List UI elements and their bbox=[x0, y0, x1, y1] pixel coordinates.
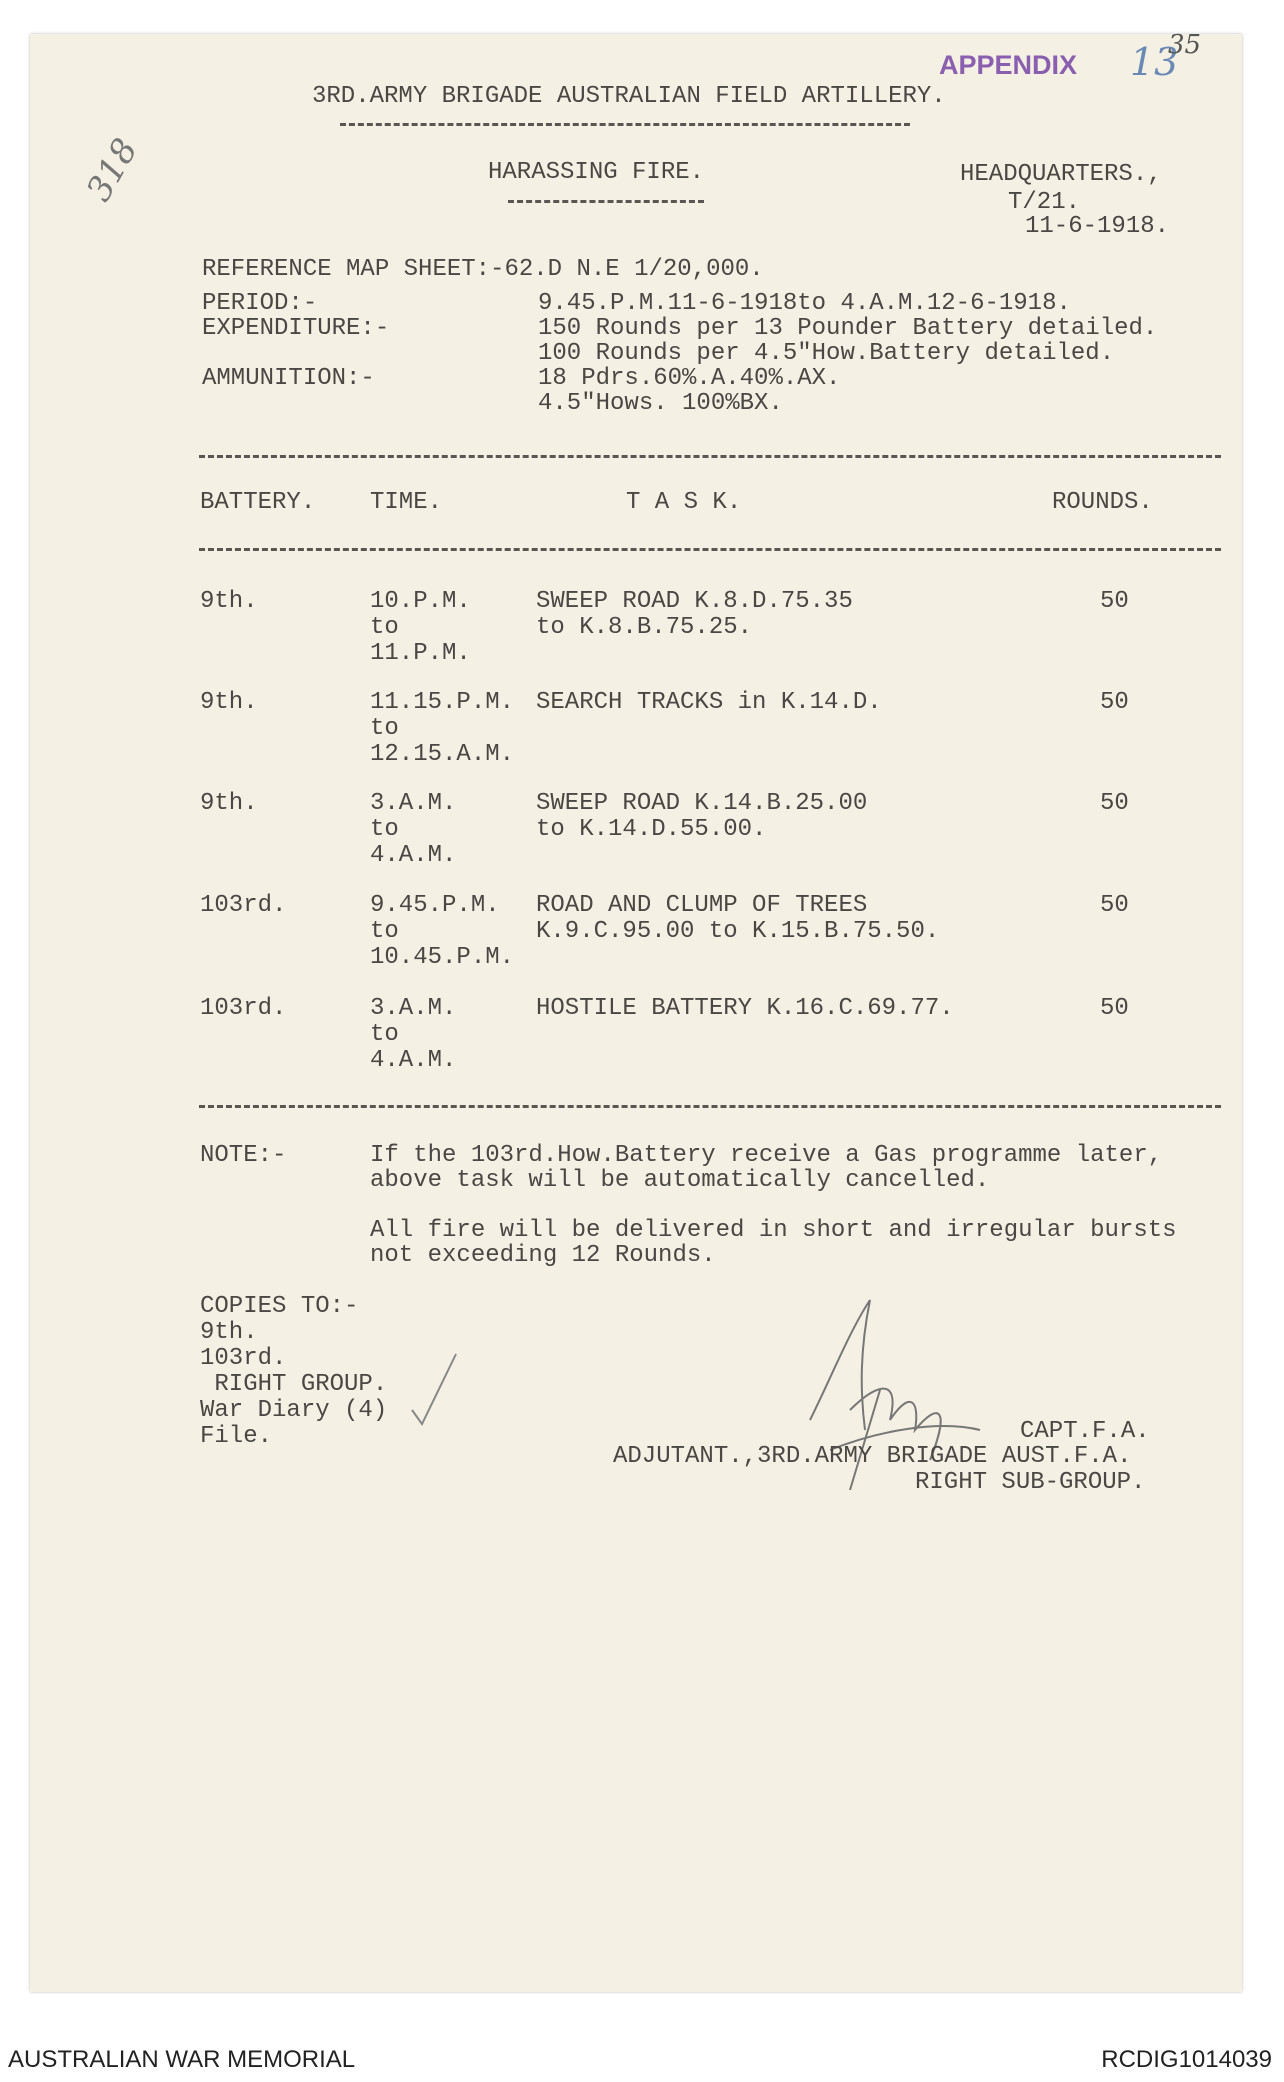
rounds-cell: 50 bbox=[1100, 588, 1129, 615]
appendix-stamp: APPENDIX bbox=[939, 50, 1078, 80]
time-cell: to bbox=[370, 918, 399, 945]
header-time: TIME. bbox=[370, 489, 443, 516]
period-value: 9.45.P.M.11-6-1918to 4.A.M.12-6-1918. bbox=[538, 290, 1071, 317]
task-cell: SWEEP ROAD K.8.D.75.35 bbox=[536, 588, 853, 615]
divider bbox=[199, 455, 1221, 458]
copy-recipient: War Diary (4) bbox=[200, 1397, 388, 1424]
rounds-cell: 50 bbox=[1100, 689, 1129, 716]
footer-archive: AUSTRALIAN WAR MEMORIAL bbox=[8, 2046, 356, 2073]
expenditure-line: 150 Rounds per 13 Pounder Battery detailed. bbox=[538, 315, 1158, 342]
reference-number: T/21. bbox=[1008, 189, 1081, 216]
copy-recipient: File. bbox=[200, 1423, 273, 1450]
signatory-unit: RIGHT SUB-GROUP. bbox=[915, 1469, 1146, 1496]
check-mark-icon bbox=[410, 1350, 460, 1430]
title-underline bbox=[340, 123, 910, 126]
note-text: All fire will be delivered in short and irregular bursts bbox=[370, 1217, 1177, 1244]
header-task: T A S K. bbox=[626, 489, 742, 516]
rounds-cell: 50 bbox=[1100, 892, 1129, 919]
battery-cell: 9th. bbox=[200, 790, 258, 817]
signatory-role: ADJUTANT.,3RD.ARMY BRIGADE AUST.F.A. bbox=[613, 1443, 1132, 1470]
battery-cell: 103rd. bbox=[200, 892, 287, 919]
footer-reference: RCDIG1014039 bbox=[1101, 2046, 1272, 2073]
document-date: 11-6-1918. bbox=[1025, 213, 1170, 240]
headquarters: HEADQUARTERS., bbox=[960, 161, 1162, 188]
time-cell: to bbox=[370, 715, 399, 742]
time-cell: 4.A.M. bbox=[370, 842, 457, 869]
ammunition-line: 4.5"Hows. 100%BX. bbox=[538, 390, 783, 417]
appendix-number: 13 bbox=[1130, 40, 1179, 84]
header-battery: BATTERY. bbox=[200, 489, 316, 516]
time-cell: to bbox=[370, 614, 399, 641]
header-rounds: ROUNDS. bbox=[1052, 489, 1153, 516]
ammunition-line: 18 Pdrs.60%.A.40%.AX. bbox=[538, 365, 841, 392]
time-cell: 10.P.M. bbox=[370, 588, 471, 615]
task-cell: SEARCH TRACKS in K.14.D. bbox=[536, 689, 882, 716]
time-cell: 10.45.P.M. bbox=[370, 944, 515, 971]
divider bbox=[199, 548, 1221, 551]
note-label: NOTE:- bbox=[200, 1142, 287, 1169]
expenditure-label: EXPENDITURE:- bbox=[202, 315, 390, 342]
subject: HARASSING FIRE. bbox=[488, 159, 705, 186]
note-text: If the 103rd.How.Battery receive a Gas programme later, bbox=[370, 1142, 1163, 1169]
rounds-cell: 50 bbox=[1100, 790, 1129, 817]
time-cell: 11.P.M. bbox=[370, 640, 471, 667]
task-cell: K.9.C.95.00 to K.15.B.75.50. bbox=[536, 918, 940, 945]
subject-underline bbox=[508, 200, 704, 203]
time-cell: 12.15.A.M. bbox=[370, 741, 515, 768]
time-cell: 9.45.P.M. bbox=[370, 892, 500, 919]
folio-number: 318 bbox=[78, 131, 147, 209]
divider bbox=[199, 1105, 1221, 1108]
time-cell: 4.A.M. bbox=[370, 1047, 457, 1074]
task-cell: to K.8.B.75.25. bbox=[536, 614, 753, 641]
rounds-cell: 50 bbox=[1100, 995, 1129, 1022]
document-title: 3RD.ARMY BRIGADE AUSTRALIAN FIELD ARTILLERY. bbox=[312, 83, 946, 110]
battery-cell: 103rd. bbox=[200, 995, 287, 1022]
copy-recipient: 103rd. bbox=[200, 1345, 287, 1372]
page-number: 35 bbox=[1168, 30, 1202, 60]
time-cell: 11.15.P.M. bbox=[370, 689, 515, 716]
period-label: PERIOD:- bbox=[202, 290, 318, 317]
time-cell: to bbox=[370, 1021, 399, 1048]
copy-recipient: RIGHT GROUP. bbox=[200, 1371, 388, 1398]
note-text: above task will be automatically cancelled. bbox=[370, 1167, 990, 1194]
task-cell: SWEEP ROAD K.14.B.25.00 bbox=[536, 790, 868, 817]
battery-cell: 9th. bbox=[200, 689, 258, 716]
time-cell: 3.A.M. bbox=[370, 995, 457, 1022]
task-cell: to K.14.D.55.00. bbox=[536, 816, 767, 843]
ammunition-label: AMMUNITION:- bbox=[202, 365, 375, 392]
expenditure-line: 100 Rounds per 4.5"How.Battery detailed. bbox=[538, 340, 1115, 367]
note-text: not exceeding 12 Rounds. bbox=[370, 1242, 716, 1269]
copies-label: COPIES TO:- bbox=[200, 1293, 359, 1320]
time-cell: to bbox=[370, 816, 399, 843]
battery-cell: 9th. bbox=[200, 588, 258, 615]
signatory-rank: CAPT.F.A. bbox=[1020, 1418, 1150, 1445]
copy-recipient: 9th. bbox=[200, 1319, 258, 1346]
task-cell: ROAD AND CLUMP OF TREES bbox=[536, 892, 868, 919]
time-cell: 3.A.M. bbox=[370, 790, 457, 817]
map-reference: REFERENCE MAP SHEET:-62.D N.E 1/20,000. bbox=[202, 256, 764, 283]
task-cell: HOSTILE BATTERY K.16.C.69.77. bbox=[536, 995, 954, 1022]
